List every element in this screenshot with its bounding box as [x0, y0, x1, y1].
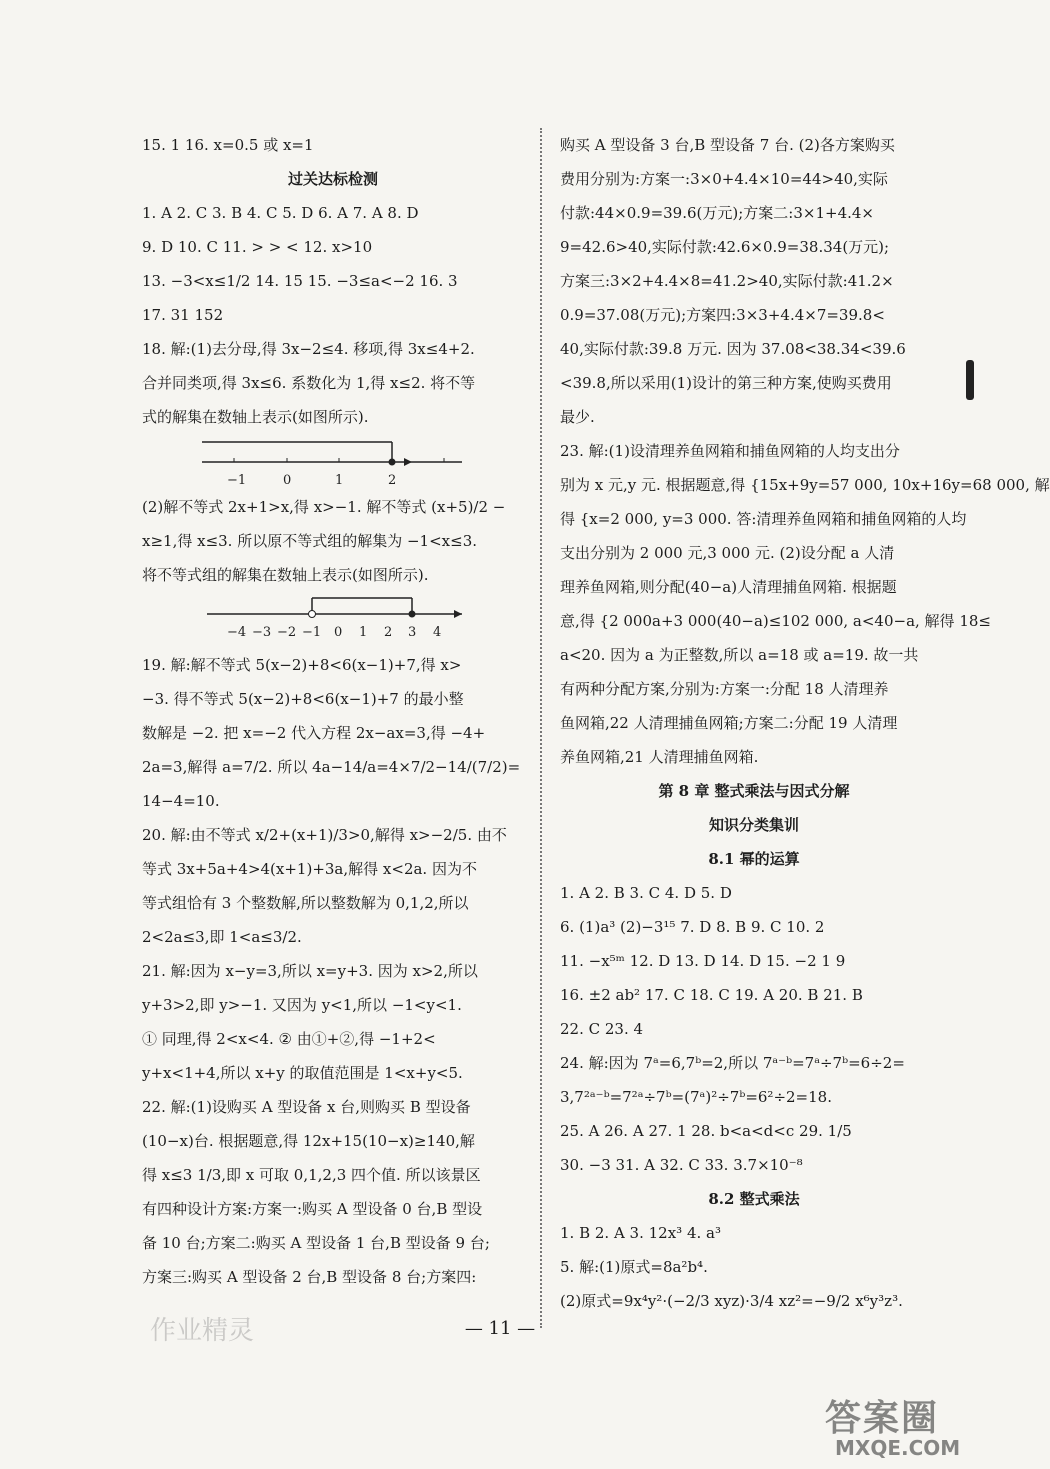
text-line: ① 同理,得 2<x<4. ② 由①+②,得 −1+2<: [142, 1030, 436, 1048]
tick-label: −3: [252, 625, 272, 640]
tick-label: 0: [283, 473, 292, 488]
tick-label: 2: [388, 473, 397, 488]
text-line: y+x<1+4,所以 x+y 的取值范围是 1<x+y<5.: [142, 1064, 463, 1082]
tick-label: 3: [408, 625, 417, 640]
text-line: 21. 解:因为 x−y=3,所以 x=y+3. 因为 x>2,所以: [142, 962, 478, 980]
text-line: 付款:44×0.9=39.6(万元);方案二:3×1+4.4×: [560, 204, 874, 222]
text-line: 9. D 10. C 11. > > < 12. x>10: [142, 238, 373, 256]
text-line: 得 x≤3 1/3,即 x 可取 0,1,2,3 四个值. 所以该景区: [142, 1166, 481, 1184]
text-line: 得 {x=2 000, y=3 000. 答:清理养鱼网箱和捕鱼网箱的人均: [560, 510, 967, 528]
text-line: 1. A 2. B 3. C 4. D 5. D: [560, 884, 732, 902]
right-column: [560, 128, 1050, 1318]
text-line: 17. 31 152: [142, 306, 224, 324]
stamp-watermark: 作业精灵: [150, 1316, 255, 1346]
text-line: 费用分别为:方案一:3×0+4.4×10=44>40,实际: [560, 170, 888, 188]
tick-label: 4: [433, 625, 442, 640]
number-line-2: [142, 592, 524, 648]
text-line: (10−x)台. 根据题意,得 12x+15(10−x)≥140,解: [142, 1132, 475, 1150]
text-line: 有两种分配方案,分别为:方案一:分配 18 人清理养: [560, 680, 889, 698]
text-line: 1. A 2. C 3. B 4. C 5. D 6. A 7. A 8. D: [142, 204, 419, 222]
tick-label: 1: [359, 625, 368, 640]
text-line: 24. 解:因为 7ᵃ=6,7ᵇ=2,所以 7ᵃ⁻ᵇ=7ᵃ÷7ᵇ=6÷2=: [560, 1054, 905, 1072]
text-line: 9=42.6>40,实际付款:42.6×0.9=38.34(万元);: [560, 238, 890, 256]
text-line: a<20. 因为 a 为正整数,所以 a=18 或 a=19. 故一共: [560, 646, 919, 664]
text-line: 方案三:3×2+4.4×8=41.2>40,实际付款:41.2×: [560, 272, 894, 290]
text-line: (2)原式=9x⁴y²·(−2/3 xyz)·3/4 xz²=−9/2 x⁶y³z³.: [560, 1292, 903, 1310]
text-line: 数解是 −2. 把 x=−2 代入方程 2x−ax=3,得 −4+: [142, 724, 486, 742]
text-line: 14−4=10.: [142, 792, 220, 810]
text-line: 5. 解:(1)原式=8a²b⁴.: [560, 1258, 708, 1276]
text-line: 等式 3x+5a+4>4(x+1)+3a,解得 x<2a. 因为不: [142, 860, 477, 878]
section-heading: 过关达标检测: [287, 170, 378, 188]
text-line: 2a=3,解得 a=7/2. 所以 4a−14/a=4×7/2−14/(7/2)=: [142, 758, 521, 776]
text-line: 1. B 2. A 3. 12x³ 4. a³: [560, 1224, 721, 1242]
text-line: 式的解集在数轴上表示(如图所示).: [142, 408, 369, 426]
tick-label: −1: [227, 473, 247, 488]
text-line: 鱼网箱,22 人清理捕鱼网箱;方案二:分配 19 人清理: [560, 714, 898, 732]
text-line: 等式组恰有 3 个整数解,所以整数解为 0,1,2,所以: [142, 894, 469, 912]
text-line: 养鱼网箱,21 人清理捕鱼网箱.: [560, 748, 759, 766]
text-line: 18. 解:(1)去分母,得 3x−2≤4. 移项,得 3x≤4+2.: [142, 340, 475, 358]
text-line: 0.9=37.08(万元);方案四:3×3+4.4×7=39.8<: [560, 306, 885, 324]
text-line: 19. 解:解不等式 5(x−2)+8<6(x−1)+7,得 x>: [142, 656, 462, 674]
url-watermark: MXQE.COM: [835, 1436, 961, 1460]
text-line: 备 10 台;方案二:购买 A 型设备 1 台,B 型设备 9 台;: [142, 1234, 490, 1252]
chapter-heading: 第 8 章 整式乘法与因式分解: [658, 782, 850, 800]
tick-label: −2: [277, 625, 297, 640]
text-line: 方案三:购买 A 型设备 2 台,B 型设备 8 台;方案四:: [142, 1268, 477, 1286]
page-number: — 11 —: [464, 1318, 536, 1339]
subsection-heading: 8.1 幂的运算: [708, 850, 800, 868]
text-line: 支出分别为 2 000 元,3 000 元. (2)设分配 a 人清: [560, 544, 895, 562]
text-line: 11. −x⁵ᵐ 12. D 13. D 14. D 15. −2 1 9: [560, 952, 846, 970]
tick-label: 0: [334, 625, 343, 640]
tick-label: 2: [384, 625, 393, 640]
number-line-1: [142, 434, 524, 490]
tick-label: −1: [302, 625, 322, 640]
text-line: 有四种设计方案:方案一:购买 A 型设备 0 台,B 型设: [142, 1200, 483, 1218]
tick-label: 1: [335, 473, 344, 488]
text-line: 购买 A 型设备 3 台,B 型设备 7 台. (2)各方案购买: [560, 136, 895, 154]
column-divider: [540, 128, 542, 1328]
ink-mark: [966, 360, 974, 400]
text-line: 2<2a≤3,即 1<a≤3/2.: [142, 928, 302, 946]
text-line: 3,7²ᵃ⁻ᵇ=7²ᵃ÷7ᵇ=(7ᵃ)²÷7ᵇ=6²÷2=18.: [560, 1088, 832, 1106]
left-column: [142, 128, 524, 1294]
text-line: 别为 x 元,y 元. 根据题意,得 {15x+9y=57 000, 10x+16y=68 000, 解: [560, 476, 1050, 494]
subsection-heading: 8.2 整式乘法: [708, 1190, 800, 1208]
text-line: 13. −3<x≤1/2 14. 15 15. −3≤a<−2 16. 3: [142, 272, 458, 290]
text-line: 20. 解:由不等式 x/2+(x+1)/3>0,解得 x>−2/5. 由不: [142, 826, 507, 844]
text-line: 最少.: [560, 408, 595, 426]
section-heading: 知识分类集训: [708, 816, 799, 834]
text-line: 理养鱼网箱,则分配(40−a)人清理捕鱼网箱. 根据题: [560, 578, 897, 596]
text-line: 6. (1)a³ (2)−3¹⁵ 7. D 8. B 9. C 10. 2: [560, 918, 825, 936]
text-line: y+3>2,即 y>−1. 又因为 y<1,所以 −1<y<1.: [142, 996, 462, 1014]
brand-watermark: 答案圈: [825, 1398, 940, 1439]
text-line: 将不等式组的解集在数轴上表示(如图所示).: [142, 566, 429, 584]
text-line: 22. C 23. 4: [560, 1020, 644, 1038]
text-line: <39.8,所以采用(1)设计的第三种方案,使购买费用: [560, 374, 892, 392]
text-line: 合并同类项,得 3x≤6. 系数化为 1,得 x≤2. 将不等: [142, 374, 476, 392]
text-line: 15. 1 16. x=0.5 或 x=1: [142, 136, 314, 154]
text-line: 意,得 {2 000a+3 000(40−a)≤102 000, a<40−a, 解得 18≤: [560, 612, 991, 630]
text-line: 23. 解:(1)设清理养鱼网箱和捕鱼网箱的人均支出分: [560, 442, 900, 460]
tick-label: −4: [227, 625, 247, 640]
text-line: 25. A 26. A 27. 1 28. b<a<d<c 29. 1/5: [560, 1122, 852, 1140]
text-line: 30. −3 31. A 32. C 33. 3.7×10⁻⁸: [560, 1156, 803, 1174]
text-line: 22. 解:(1)设购买 A 型设备 x 台,则购买 B 型设备: [142, 1098, 471, 1116]
text-line: −3. 得不等式 5(x−2)+8<6(x−1)+7 的最小整: [142, 690, 464, 708]
text-line: (2)解不等式 2x+1>x,得 x>−1. 解不等式 (x+5)/2 −: [142, 498, 506, 516]
text-line: 16. ±2 ab² 17. C 18. C 19. A 20. B 21. B: [560, 986, 863, 1004]
text-line: 40,实际付款:39.8 万元. 因为 37.08<38.34<39.6: [560, 340, 906, 358]
text-line: x≥1,得 x≤3. 所以原不等式组的解集为 −1<x≤3.: [142, 532, 478, 550]
